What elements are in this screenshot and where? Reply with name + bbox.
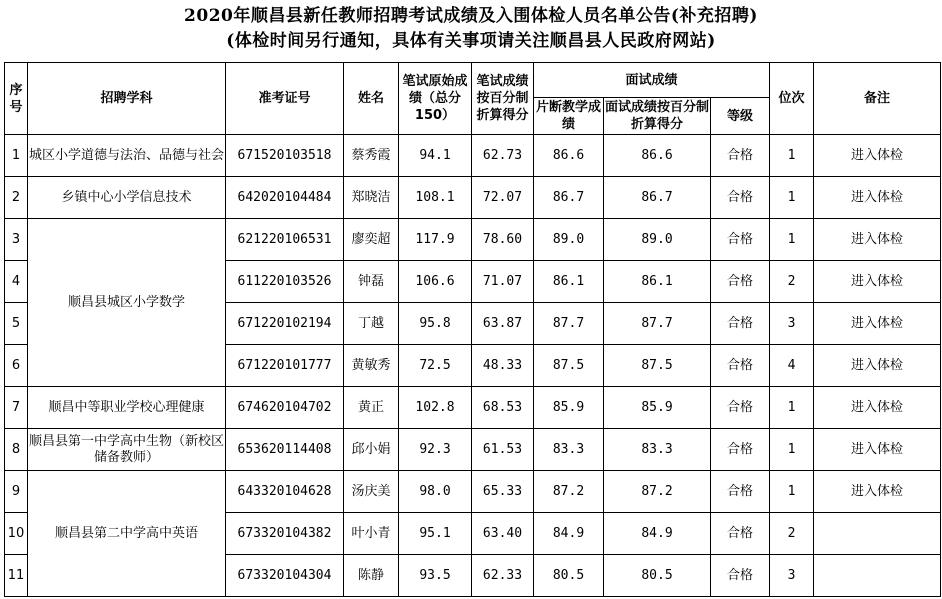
cell-subject: 城区小学道德与法治、品德与社会 (28, 135, 226, 177)
page-title: 2020年顺昌县新任教师招聘考试成绩及入围体检人员名单公告(补充招聘) (184, 6, 758, 26)
cell-grade: 合格 (711, 219, 770, 261)
cell-interview-pct: 89.0 (604, 219, 711, 261)
table-row (5, 429, 941, 471)
cell-written-raw: 92.3 (399, 429, 472, 471)
cell-written-raw: 117.9 (399, 219, 472, 261)
cell-grade: 合格 (711, 135, 770, 177)
cell-written-pct: 48.33 (472, 345, 534, 387)
cell-name: 丁越 (344, 303, 399, 345)
cell-seq: 1 (5, 135, 28, 177)
cell-remark: 进入体检 (814, 345, 941, 387)
cell-exam-id: 642020104484 (226, 177, 344, 219)
header-row-1 (5, 63, 941, 98)
cell-written-raw: 98.0 (399, 471, 472, 513)
cell-remark: 进入体检 (814, 303, 941, 345)
cell-rank: 1 (770, 387, 814, 429)
cell-clip-score: 87.5 (534, 345, 604, 387)
table-row (5, 177, 941, 219)
cell-seq: 3 (5, 219, 28, 261)
cell-exam-id: 611220103526 (226, 261, 344, 303)
cell-rank: 2 (770, 513, 814, 555)
cell-exam-id: 621220106531 (226, 219, 344, 261)
table-row (5, 135, 941, 177)
cell-seq: 5 (5, 303, 28, 345)
cell-written-pct: 71.07 (472, 261, 534, 303)
cell-remark: 进入体检 (814, 387, 941, 429)
header-written-raw: 笔试原始成绩（总分150） (399, 63, 472, 135)
cell-exam-id: 673320104382 (226, 513, 344, 555)
cell-written-pct: 63.87 (472, 303, 534, 345)
header-remark: 备注 (814, 63, 941, 135)
cell-interview-pct: 86.1 (604, 261, 711, 303)
cell-grade: 合格 (711, 555, 770, 597)
cell-subject: 乡镇中心小学信息技术 (28, 177, 226, 219)
header-subject: 招聘学科 (28, 63, 226, 135)
cell-interview-pct: 87.7 (604, 303, 711, 345)
header-rank: 位次 (770, 63, 814, 135)
cell-written-raw: 102.8 (399, 387, 472, 429)
cell-written-raw: 106.6 (399, 261, 472, 303)
cell-seq: 10 (5, 513, 28, 555)
results-table (4, 62, 941, 597)
cell-seq: 8 (5, 429, 28, 471)
cell-written-pct: 61.53 (472, 429, 534, 471)
cell-exam-id: 643320104628 (226, 471, 344, 513)
cell-exam-id: 671520103518 (226, 135, 344, 177)
cell-written-raw: 95.8 (399, 303, 472, 345)
cell-interview-pct: 87.5 (604, 345, 711, 387)
header-interview: 面试成绩 (534, 63, 770, 98)
cell-remark: 进入体检 (814, 471, 941, 513)
cell-seq: 7 (5, 387, 28, 429)
cell-name: 陈静 (344, 555, 399, 597)
cell-clip-score: 83.3 (534, 429, 604, 471)
cell-name: 钟磊 (344, 261, 399, 303)
cell-grade: 合格 (711, 429, 770, 471)
cell-rank: 3 (770, 555, 814, 597)
cell-remark: 进入体检 (814, 429, 941, 471)
cell-name: 郑晓洁 (344, 177, 399, 219)
cell-grade: 合格 (711, 303, 770, 345)
cell-written-raw: 108.1 (399, 177, 472, 219)
cell-exam-id: 671220102194 (226, 303, 344, 345)
cell-exam-id: 671220101777 (226, 345, 344, 387)
cell-seq: 6 (5, 345, 28, 387)
cell-rank: 1 (770, 177, 814, 219)
cell-remark (814, 555, 941, 597)
cell-clip-score: 86.6 (534, 135, 604, 177)
cell-written-pct: 72.07 (472, 177, 534, 219)
cell-rank: 1 (770, 471, 814, 513)
cell-subject: 顺昌县第一中学高中生物（新校区储备教师） (28, 429, 226, 471)
cell-remark: 进入体检 (814, 219, 941, 261)
cell-name: 黄敏秀 (344, 345, 399, 387)
cell-interview-pct: 83.3 (604, 429, 711, 471)
cell-exam-id: 674620104702 (226, 387, 344, 429)
cell-clip-score: 80.5 (534, 555, 604, 597)
header-interview-pct: 面试成绩按百分制折算得分 (604, 98, 711, 135)
cell-grade: 合格 (711, 177, 770, 219)
cell-rank: 1 (770, 219, 814, 261)
cell-name: 蔡秀霞 (344, 135, 399, 177)
cell-interview-pct: 87.2 (604, 471, 711, 513)
cell-subject: 顺昌县城区小学数学 (28, 219, 226, 387)
cell-name: 邱小娟 (344, 429, 399, 471)
cell-grade: 合格 (711, 513, 770, 555)
cell-interview-pct: 86.6 (604, 135, 711, 177)
cell-clip-score: 85.9 (534, 387, 604, 429)
cell-interview-pct: 85.9 (604, 387, 711, 429)
cell-written-pct: 78.60 (472, 219, 534, 261)
cell-seq: 11 (5, 555, 28, 597)
table-row (5, 471, 941, 513)
cell-written-pct: 63.40 (472, 513, 534, 555)
header-exam-id: 准考证号 (226, 63, 344, 135)
cell-subject: 顺昌中等职业学校心理健康 (28, 387, 226, 429)
cell-seq: 2 (5, 177, 28, 219)
cell-remark: 进入体检 (814, 177, 941, 219)
cell-grade: 合格 (711, 261, 770, 303)
cell-clip-score: 87.7 (534, 303, 604, 345)
cell-rank: 4 (770, 345, 814, 387)
page-subtitle: (体检时间另行通知，具体有关事项请关注顺昌县人民政府网站) (226, 31, 716, 51)
cell-rank: 2 (770, 261, 814, 303)
cell-clip-score: 87.2 (534, 471, 604, 513)
cell-grade: 合格 (711, 471, 770, 513)
header-name: 姓名 (344, 63, 399, 135)
cell-rank: 1 (770, 429, 814, 471)
header-clip-score: 片断教学成绩 (534, 98, 604, 135)
cell-written-raw: 72.5 (399, 345, 472, 387)
cell-seq: 4 (5, 261, 28, 303)
cell-interview-pct: 80.5 (604, 555, 711, 597)
cell-rank: 3 (770, 303, 814, 345)
header-written-pct: 笔试成绩按百分制折算得分 (472, 63, 534, 135)
cell-name: 黄正 (344, 387, 399, 429)
cell-name: 汤庆美 (344, 471, 399, 513)
cell-written-raw: 95.1 (399, 513, 472, 555)
cell-name: 廖奕超 (344, 219, 399, 261)
cell-name: 叶小青 (344, 513, 399, 555)
cell-written-raw: 94.1 (399, 135, 472, 177)
table-row (5, 219, 941, 261)
cell-remark: 进入体检 (814, 261, 941, 303)
cell-exam-id: 653620114408 (226, 429, 344, 471)
cell-clip-score: 86.7 (534, 177, 604, 219)
table-row (5, 387, 941, 429)
cell-interview-pct: 86.7 (604, 177, 711, 219)
cell-rank: 1 (770, 135, 814, 177)
cell-seq: 9 (5, 471, 28, 513)
header-grade: 等级 (711, 98, 770, 135)
cell-written-pct: 62.73 (472, 135, 534, 177)
cell-remark (814, 513, 941, 555)
cell-written-pct: 62.33 (472, 555, 534, 597)
cell-clip-score: 89.0 (534, 219, 604, 261)
cell-written-pct: 68.53 (472, 387, 534, 429)
cell-grade: 合格 (711, 345, 770, 387)
cell-written-pct: 65.33 (472, 471, 534, 513)
cell-grade: 合格 (711, 387, 770, 429)
cell-exam-id: 673320104304 (226, 555, 344, 597)
cell-clip-score: 86.1 (534, 261, 604, 303)
cell-clip-score: 84.9 (534, 513, 604, 555)
cell-subject: 顺昌县第二中学高中英语 (28, 471, 226, 597)
cell-interview-pct: 84.9 (604, 513, 711, 555)
cell-remark: 进入体检 (814, 135, 941, 177)
cell-written-raw: 93.5 (399, 555, 472, 597)
title-block (0, 0, 942, 56)
header-seq: 序号 (5, 63, 28, 135)
